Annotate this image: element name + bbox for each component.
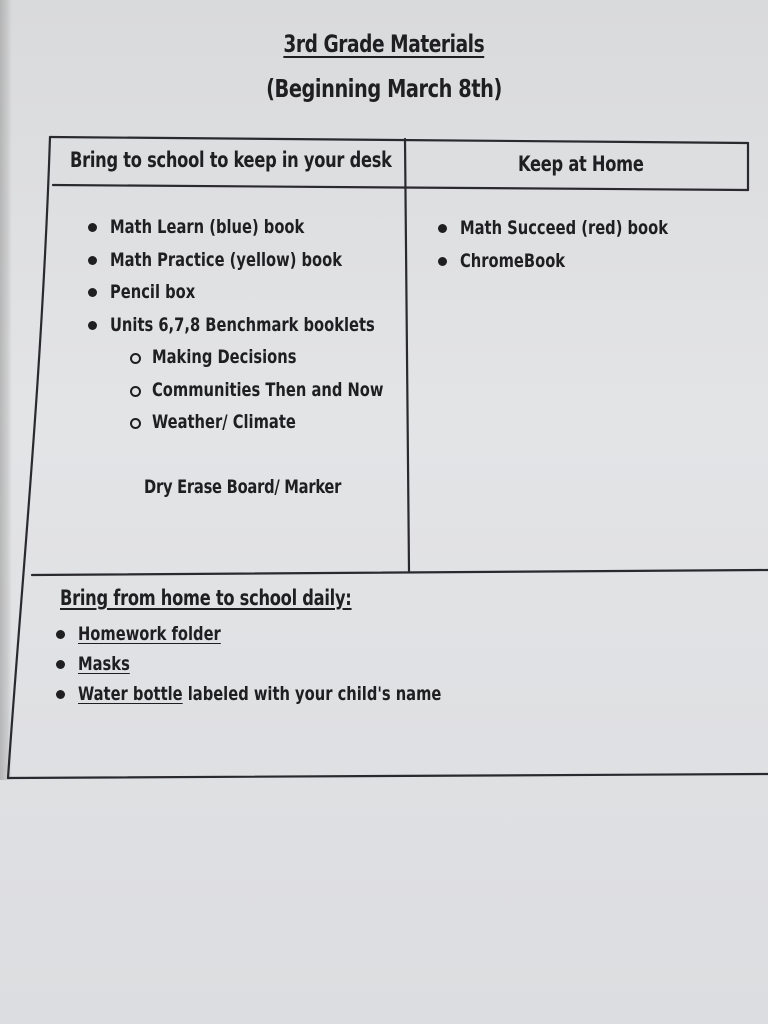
bullet-icon	[56, 630, 65, 639]
hollow-bullet-icon	[130, 353, 141, 364]
column-header-keep-at-home: Keep at Home	[518, 152, 644, 176]
bullet-icon	[88, 288, 97, 297]
table-row-divider	[32, 570, 768, 575]
dry-erase-item: Dry Erase Board/ Marker	[144, 476, 342, 498]
bullet-icon	[56, 690, 65, 699]
table-header-divider	[53, 185, 748, 190]
hollow-bullet-icon	[130, 418, 141, 429]
column-header-keep-in-desk: Bring to school to keep in your desk	[70, 148, 392, 172]
daily-items-heading: Bring from home to school daily:	[60, 586, 352, 610]
document-subtitle: (Beginning March 8th)	[266, 74, 502, 103]
bullet-icon	[438, 224, 447, 233]
bullet-icon	[56, 660, 65, 669]
table-top-border	[50, 137, 748, 143]
table-left-border	[8, 137, 50, 778]
bullet-icon	[88, 223, 97, 232]
bullet-icon	[88, 321, 97, 330]
bullet-icon	[438, 257, 447, 266]
table-middle-divider	[405, 139, 409, 571]
table-bottom-border	[8, 774, 768, 778]
bullet-icon	[88, 256, 97, 265]
document-title: 3rd Grade Materials	[283, 30, 485, 58]
hollow-bullet-icon	[130, 386, 141, 397]
